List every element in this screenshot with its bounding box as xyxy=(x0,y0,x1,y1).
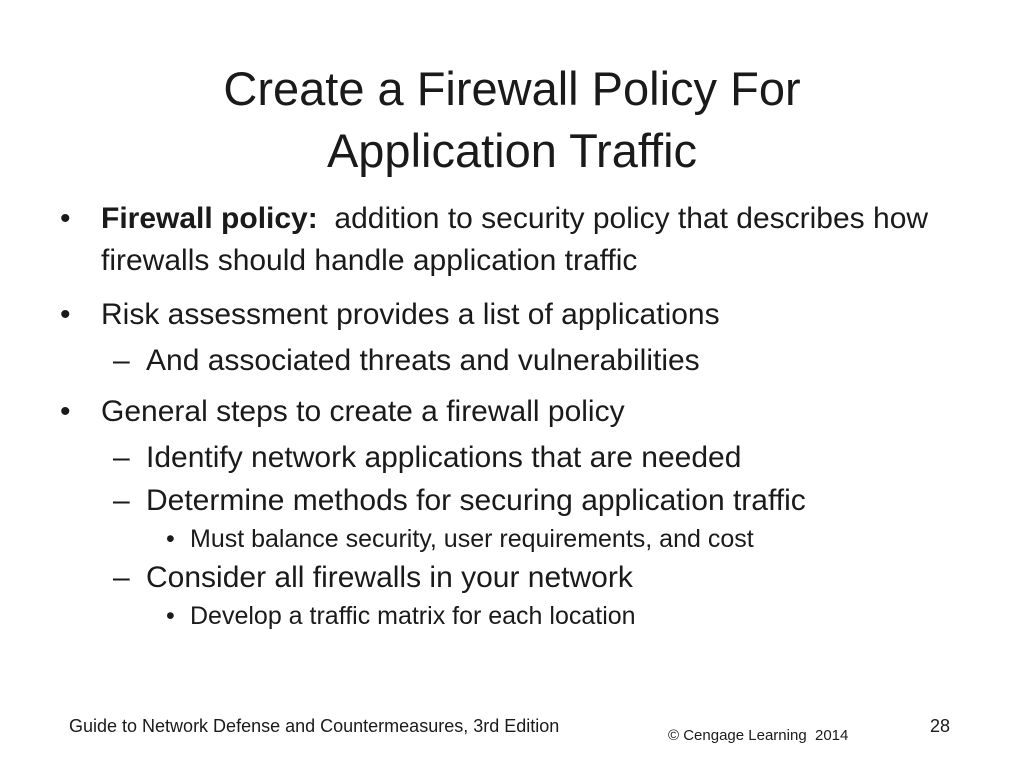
dash-marker: – xyxy=(113,441,130,474)
slide-title-line-1: Create a Firewall Policy For xyxy=(223,62,801,115)
bullet-marker: • xyxy=(166,602,175,630)
footer-book-title: Guide to Network Defense and Countermeasures, 3rd Edition xyxy=(69,716,560,736)
sub-bullet-identify xyxy=(60,439,960,477)
dash-marker: – xyxy=(113,561,130,594)
dash-marker: – xyxy=(113,484,130,517)
bullet-general-steps xyxy=(60,391,960,433)
footer-page-number: 28 xyxy=(930,716,951,736)
slide-title-line-2: Application Traffic xyxy=(326,124,698,177)
slide-title xyxy=(0,58,1024,182)
bullet-risk-assessment xyxy=(60,294,960,336)
bullet-marker: • xyxy=(60,202,71,235)
bullet-marker: • xyxy=(166,525,175,553)
sub-sub-bullet-text: Must balance security, user requirements, and cost xyxy=(190,525,754,553)
footer-copyright: © Cengage Learning 2014 xyxy=(668,727,849,744)
sub-sub-bullet-balance xyxy=(60,523,960,555)
sub-bullet-text: And associated threats and vulnerabilities xyxy=(146,344,700,377)
bullet-marker: • xyxy=(60,395,71,428)
bullet-text: General steps to create a firewall policy xyxy=(101,395,625,428)
bullet-text: addition to security policy that describes how firewalls should handle application traffic xyxy=(101,202,937,277)
sub-sub-bullet-traffic-matrix xyxy=(60,600,960,632)
bullet-text: Risk assessment provides a list of applications xyxy=(101,298,720,331)
sub-bullet-threats xyxy=(60,342,960,380)
bullet-term: Firewall policy: xyxy=(101,202,318,235)
bullet-list xyxy=(60,198,960,642)
bullet-marker: • xyxy=(60,298,71,331)
bullet-firewall-policy xyxy=(60,198,960,282)
dash-marker: – xyxy=(113,344,130,377)
sub-sub-bullet-text: Develop a traffic matrix for each location xyxy=(190,602,636,630)
sub-bullet-text: Identify network applications that are needed xyxy=(146,441,742,474)
sub-bullet-text: Determine methods for securing application traffic xyxy=(146,484,806,517)
sub-bullet-determine xyxy=(60,482,960,520)
sub-bullet-consider xyxy=(60,559,960,597)
sub-bullet-text: Consider all firewalls in your network xyxy=(146,561,633,594)
